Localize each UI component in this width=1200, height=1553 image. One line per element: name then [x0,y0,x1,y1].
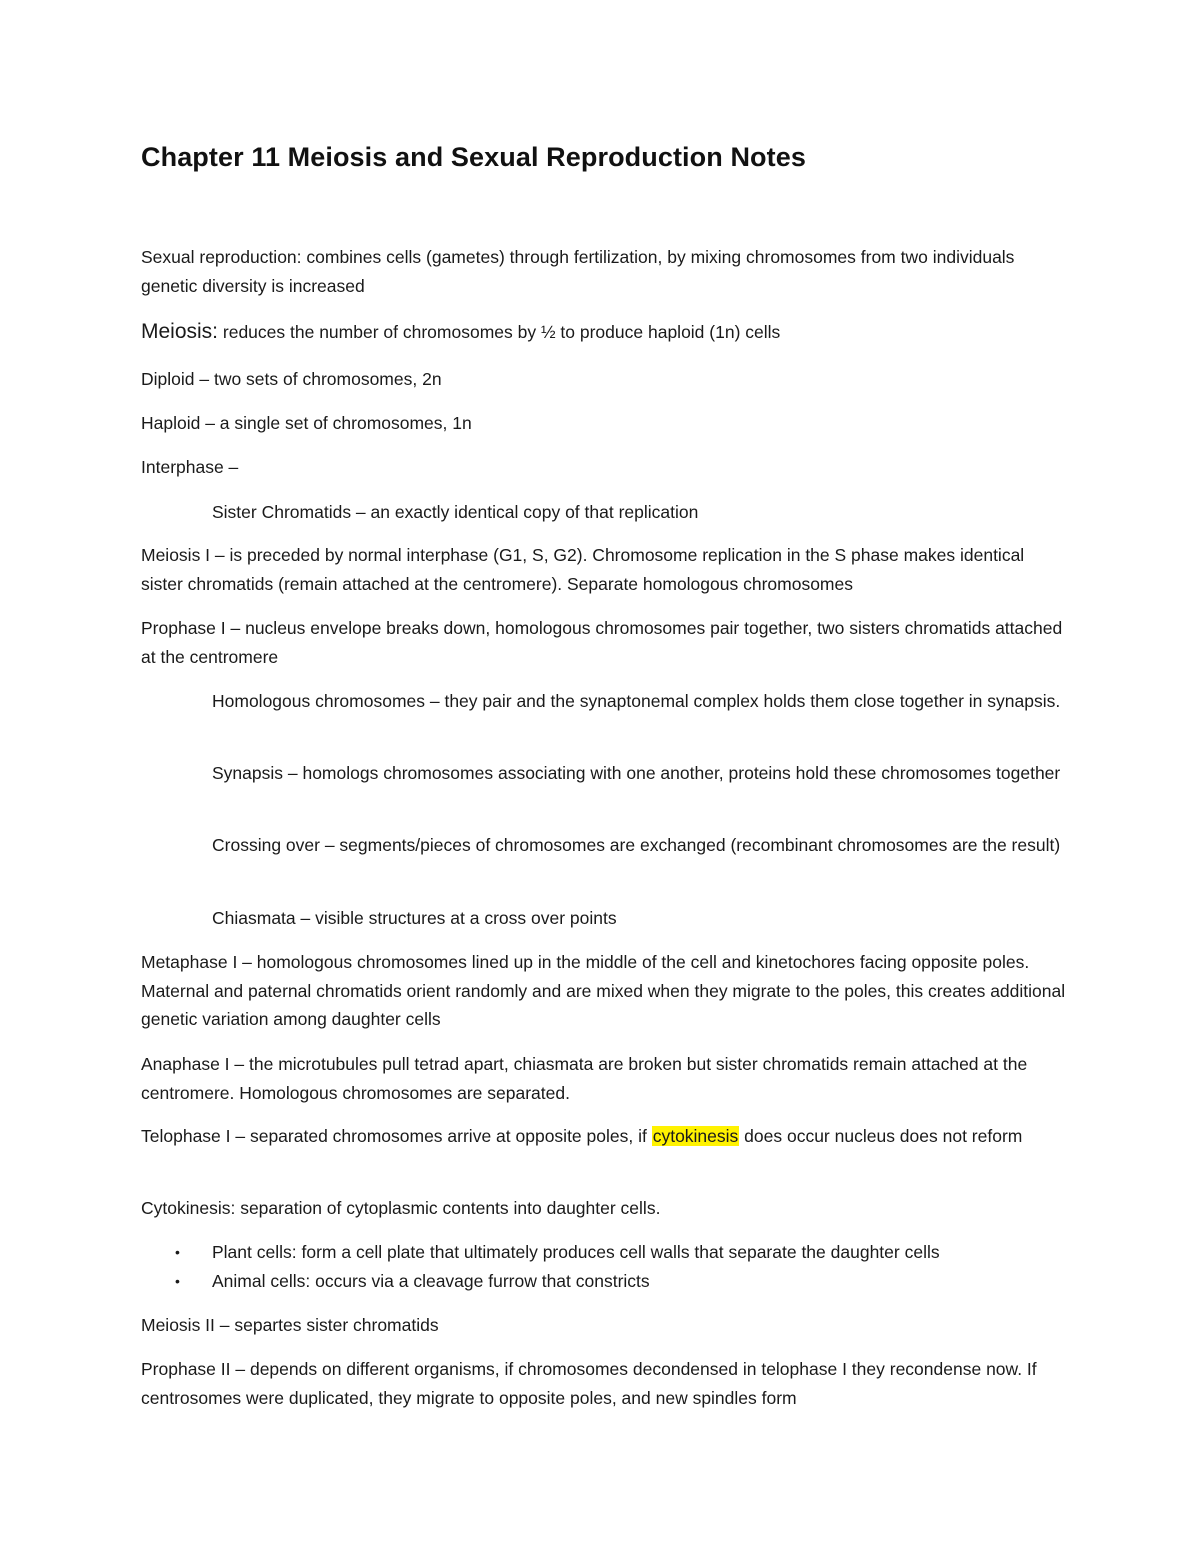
telophase-1-text-end: does occur nucleus does not reform [739,1126,1023,1146]
paragraph-telophase-1 [141,1122,1066,1151]
meiosis-definition: reduces the number of chromosomes by ½ to produce haploid (1n) cells [218,322,781,342]
paragraph-meiosis-1: Meiosis I – is preceded by normal interphase (G1, S, G2). Chromosome replication in the S phase makes identical sister chromatids (remain attached at the centromere). Separate homologous chromosomes [141,545,1025,594]
paragraph-meiosis [141,318,1066,347]
paragraph-synapsis [141,759,1066,788]
paragraph-cytokinesis: Cytokinesis: separation of cytoplasmic contents into daughter cells. [141,1198,661,1218]
bullet-icon: • [175,1244,180,1260]
paragraph-prophase-2: Prophase II – depends on different organisms, if chromosomes decondensed in telophase I they recondense now. If centrosomes were duplicated, they migrate to opposite poles, and new spindles form [141,1359,1037,1408]
paragraph-prophase-1: Prophase I – nucleus envelope breaks down, homologous chromosomes pair together, two sisters chromatids attached at the centromere [141,618,1063,667]
chiasmata-text: Chiasmata – visible structures at a cross over points [212,908,617,928]
crossing-over-text: Crossing over – segments/pieces of chromosomes are exchanged (recombinant chromosomes are the result) [212,835,1061,855]
paragraph-interphase: Interphase – [141,457,239,477]
homologous-text: Homologous chromosomes – they pair and the synaptonemal complex holds them close together in synapsis. [212,691,1061,711]
meiosis-term: Meiosis: [141,320,219,343]
paragraph-metaphase-1: Metaphase I – homologous chromosomes lined up in the middle of the cell and kinetochores facing opposite poles. Maternal and paternal chromatids orient randomly and are mixed when they migrate to the poles, this creates additional genetic variation among daughter cells [141,952,1066,1029]
bullet-icon: • [175,1273,180,1289]
list-item-text: Plant cells: form a cell plate that ultimately produces cell walls that separate the daughter cells [212,1242,940,1262]
paragraph-haploid: Haploid – a single set of chromosomes, 1n [141,413,472,433]
paragraph-homologous [141,687,1066,716]
list-item-text: Animal cells: occurs via a cleavage furrow that constricts [212,1271,650,1291]
paragraph-anaphase-1: Anaphase I – the microtubules pull tetrad apart, chiasmata are broken but sister chromatids remain attached at the centromere. Homologous chromosomes are separated. [141,1054,1028,1103]
paragraph-chiasmata [141,904,1066,933]
paragraph-sister-chromatids [141,498,1066,527]
paragraph-diploid: Diploid – two sets of chromosomes, 2n [141,369,442,389]
paragraph-sexual-reproduction: Sexual reproduction: combines cells (gametes) through fertilization, by mixing chromosomes from two individuals genetic diversity is increased [141,247,1015,296]
paragraph-meiosis-2: Meiosis II – separtes sister chromatids [141,1315,439,1335]
synapsis-text: Synapsis – homologs chromosomes associating with one another, proteins hold these chromosomes together [212,763,1061,783]
sister-chromatids-text: Sister Chromatids – an exactly identical copy of that replication [212,502,699,522]
page-title: Chapter 11 Meiosis and Sexual Reproduction Notes [141,142,806,172]
paragraph-crossing-over [141,831,1066,860]
telophase-1-text-start: Telophase I – separated chromosomes arrive at opposite poles, if [141,1126,652,1146]
highlighted-term-cytokinesis: cytokinesis [652,1126,739,1146]
